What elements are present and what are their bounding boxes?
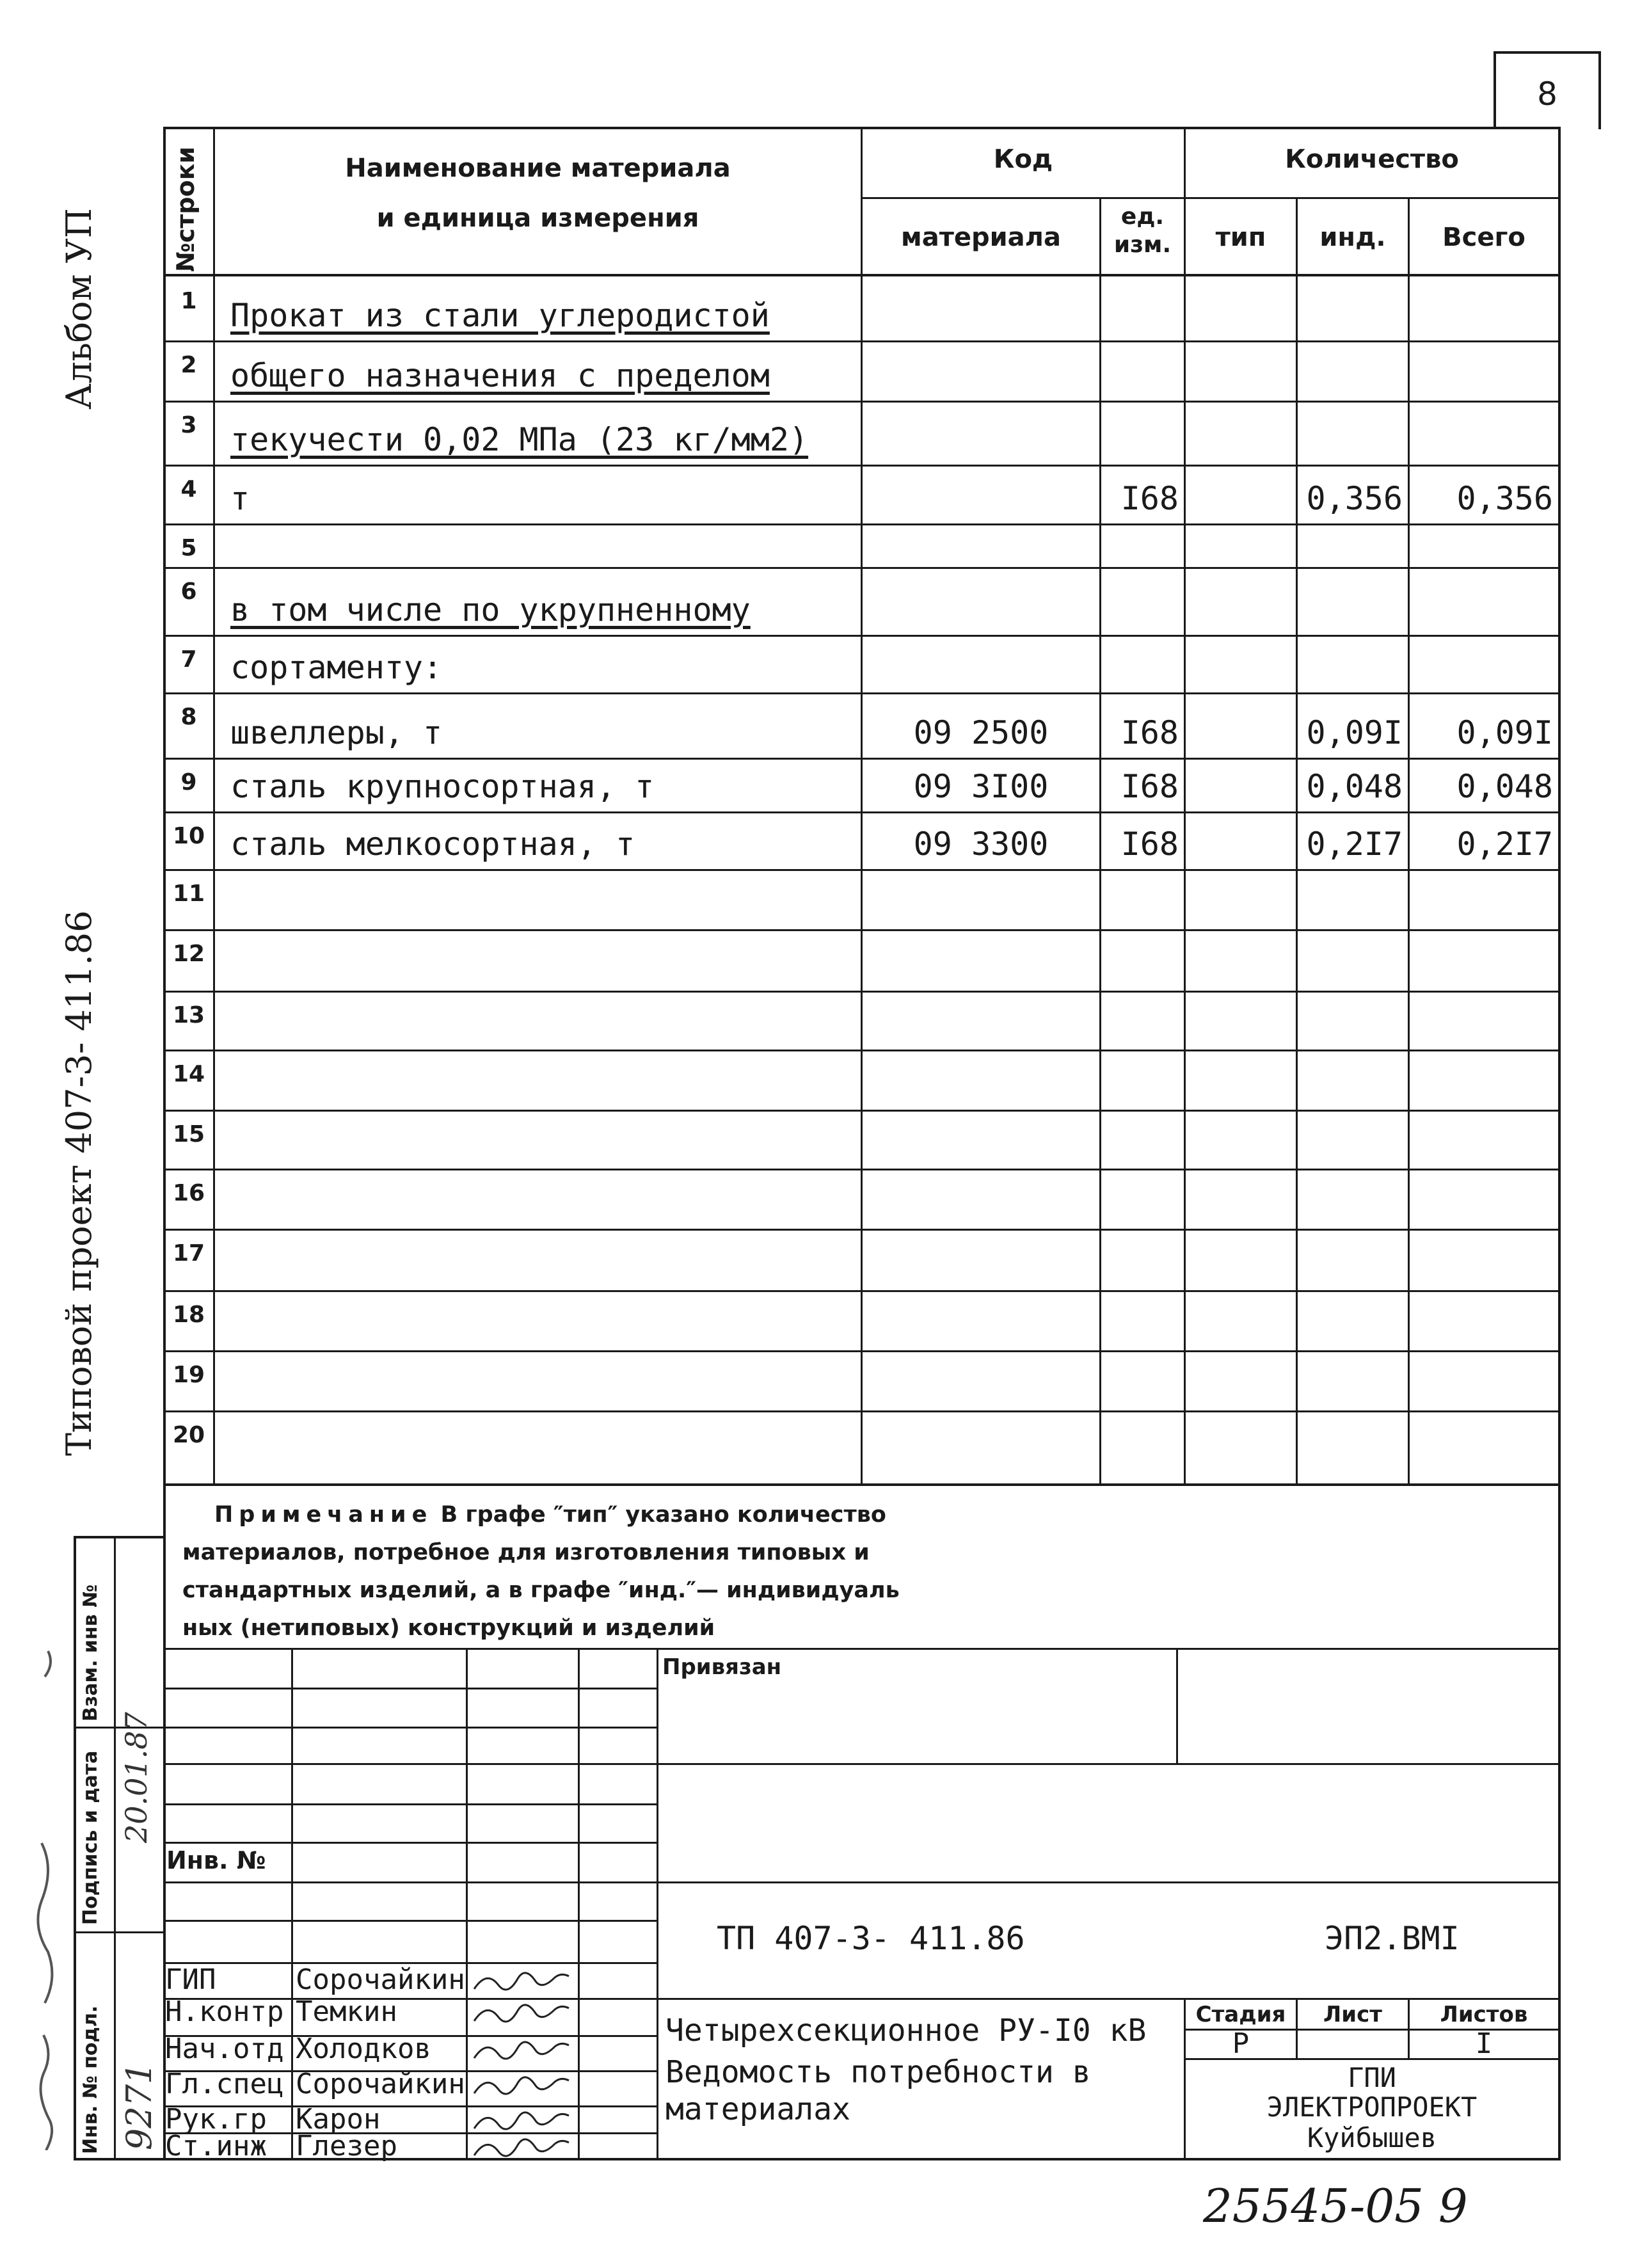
row-divider — [163, 758, 1561, 760]
person-name: Сорочайкин — [296, 1963, 465, 1996]
row-number: 1 — [180, 288, 197, 314]
row-divider — [163, 1169, 1561, 1170]
row-divider — [163, 401, 1561, 403]
header-row-number: №строки — [171, 147, 200, 272]
header-quantity: Количество — [1285, 145, 1459, 174]
inv-no-label: Инв. № — [166, 1846, 266, 1874]
row-divider — [163, 523, 1561, 525]
margin-podpis-label: Подпись и дата — [79, 1750, 102, 1925]
row-number: 2 — [180, 352, 197, 378]
role-label: ГИП — [165, 1963, 216, 1996]
header-mid-line — [861, 197, 1561, 199]
margin-vzam-label: Взам. инв № — [79, 1584, 102, 1721]
row-divider — [163, 340, 1561, 342]
header-name-line2: и единица измерения — [376, 204, 699, 233]
qty-total: 0,048 — [1456, 768, 1553, 805]
unit-code: I68 — [1120, 826, 1179, 863]
header-typ: тип — [1215, 223, 1266, 252]
material-name: текучести 0,02 МПа (23 кг/мм2) — [230, 421, 809, 458]
tb-line-4 — [163, 1763, 1561, 1765]
material-code: 09 2500 — [913, 714, 1049, 751]
row-number: 10 — [173, 823, 205, 849]
qty-ind: 0,356 — [1306, 480, 1403, 517]
table-left-border — [163, 127, 166, 2160]
role-label: Рук.гр — [165, 2103, 267, 2136]
note-word: Примечание — [214, 1502, 433, 1528]
row-divider — [163, 869, 1561, 871]
header-unit-line1: ед. — [1120, 204, 1165, 230]
row-number: 4 — [180, 476, 197, 502]
tb-col-2 — [466, 1648, 468, 2160]
row-divider — [163, 1410, 1561, 1412]
tb-line-2 — [163, 1688, 657, 1689]
tb-line-6 — [163, 1842, 657, 1844]
page-number: 8 — [1537, 76, 1557, 113]
note — [182, 1496, 900, 1647]
material-code: 09 3I00 — [913, 768, 1049, 805]
signature-mark — [470, 2036, 573, 2067]
margin-sep-2 — [74, 1931, 166, 1933]
signature-mark — [470, 1967, 573, 1998]
sheet-label: Лист — [1323, 2002, 1382, 2027]
signature-mark — [470, 2072, 573, 2102]
unit-code: I68 — [1120, 714, 1179, 751]
sheets-value: I — [1475, 2027, 1493, 2060]
unit-code: I68 — [1120, 480, 1179, 517]
tb-col-4 — [657, 1648, 658, 2160]
stage-value: Р — [1232, 2027, 1250, 2060]
row-number: 16 — [173, 1180, 205, 1206]
tb-line-7 — [163, 1881, 1561, 1883]
org-line2: ЭЛЕКТРОПРОЕКТ — [1266, 2091, 1478, 2123]
person-name: Сорочайкин — [296, 2068, 465, 2100]
qty-total: 0,356 — [1456, 480, 1553, 517]
org-line3: Куйбышев — [1307, 2122, 1437, 2153]
row-divider — [163, 692, 1561, 694]
col-line-unit — [1184, 127, 1186, 1485]
unit-code: I68 — [1120, 768, 1179, 805]
sheet-code: ЭП2.ВМI — [1325, 1920, 1460, 1957]
header-code: Код — [993, 145, 1053, 174]
row-number: 5 — [180, 535, 197, 561]
row-number: 19 — [173, 1362, 205, 1388]
row-divider — [163, 811, 1561, 813]
row-number: 3 — [180, 412, 197, 438]
tb-line-8 — [163, 1920, 657, 1922]
signature-mark — [470, 2107, 573, 2137]
material-name: сталь мелкосортная, т — [230, 826, 635, 863]
material-name: сталь крупносортная, т — [230, 768, 655, 805]
tb-col-3 — [578, 1648, 580, 2160]
row-divider — [163, 929, 1561, 931]
col-line-name — [861, 127, 863, 1485]
org-line1: ГПИ — [1348, 2062, 1396, 2093]
row-divider — [163, 1050, 1561, 1051]
title-line3: материалах — [665, 2091, 850, 2127]
material-name: сортаменту: — [230, 649, 443, 686]
qty-ind: 0,09I — [1306, 714, 1403, 751]
row-divider — [163, 991, 1561, 993]
row-number: 7 — [180, 646, 197, 673]
row-number: 17 — [173, 1240, 205, 1266]
margin-handwritten-inv: 9271 — [119, 2062, 159, 2150]
row-number: 14 — [173, 1061, 205, 1087]
note-line3: стандартных изделий, а в графе ″инд.″— индивидуаль — [182, 1577, 900, 1603]
material-name: т — [230, 480, 250, 517]
header-total: Всего — [1442, 223, 1525, 252]
person-name: Темкин — [296, 1995, 397, 2028]
person-name: Холодков — [296, 2032, 431, 2065]
signature-mark — [470, 2134, 573, 2164]
doc-code: ТП 407-3- 411.86 — [717, 1920, 1025, 1957]
row-divider — [163, 635, 1561, 637]
title-line2: Ведомость потребности в — [665, 2054, 1091, 2090]
role-label: Гл.спец — [165, 2068, 284, 2100]
row-number: 20 — [173, 1422, 205, 1448]
row-number: 13 — [173, 1002, 205, 1028]
margin-top-line — [74, 1536, 166, 1538]
handwritten-scribble — [26, 1638, 70, 2150]
table-right-border — [1558, 127, 1561, 2160]
tb-line-5 — [163, 1803, 657, 1805]
row-divider — [163, 567, 1561, 569]
qty-total: 0,2I7 — [1456, 826, 1553, 863]
qty-ind: 0,048 — [1306, 768, 1403, 805]
col-line-rownum — [213, 127, 215, 1485]
person-name: Глезер — [296, 2130, 397, 2162]
margin-handwritten-date: 20.01.87 — [119, 1712, 154, 1843]
tb-line-3 — [163, 1727, 657, 1729]
role-label: Н.контр — [165, 1995, 284, 2028]
row-number: 9 — [180, 769, 197, 795]
material-name: швеллеры, т — [230, 714, 443, 751]
qty-ind: 0,2I7 — [1306, 826, 1403, 863]
row-number: 12 — [173, 941, 205, 967]
row-divider — [163, 1229, 1561, 1231]
note-line4: ных (нетиповых) конструкций и изделий — [182, 1615, 715, 1641]
row-number: 8 — [180, 704, 197, 730]
handwritten-bottom-number: 25545-05 9 — [1203, 2179, 1468, 2233]
row-divider — [163, 465, 1561, 467]
header-ind: инд. — [1319, 223, 1386, 252]
privyazan-label: Привязан — [662, 1654, 782, 1680]
tb-top-line — [163, 1648, 1561, 1650]
table-bottom-line — [163, 1483, 1561, 1486]
margin-bottom-line — [74, 2158, 166, 2160]
header-unit-line2: изм. — [1113, 232, 1172, 258]
material-code: 09 3300 — [913, 826, 1049, 863]
margin-inv-podl-label: Инв. № подл. — [79, 2005, 102, 2154]
person-name: Карон — [296, 2103, 381, 2136]
row-divider — [163, 1110, 1561, 1112]
project-caption: Типовой проект 407-3- 411.86 — [59, 910, 99, 1456]
album-caption: Альбом УП — [59, 208, 99, 410]
row-number: 15 — [173, 1121, 205, 1147]
signature-mark — [470, 1999, 573, 2030]
material-name: общего назначения с пределом — [230, 357, 770, 394]
header-name-line1: Наименование материала — [345, 154, 731, 183]
header-material: материала — [901, 223, 1061, 252]
row-number: 6 — [180, 579, 197, 605]
sheets-label: Листов — [1440, 2002, 1528, 2027]
row-number: 11 — [173, 881, 205, 907]
material-name: в том числе по укрупненному — [230, 591, 751, 628]
tb-col-5 — [1176, 1648, 1178, 1763]
row-divider — [163, 1350, 1561, 1352]
margin-inner-line — [114, 1536, 116, 2160]
material-name: Прокат из стали углеродистой — [230, 297, 770, 334]
qty-total: 0,09I — [1456, 714, 1553, 751]
margin-outer-line — [74, 1536, 76, 2160]
title-line1: Четырехсекционное РУ-I0 кВ — [665, 2013, 1147, 2048]
stage-label: Стадия — [1195, 2002, 1286, 2027]
note-line1: В графе ″тип″ указано количество — [433, 1502, 886, 1528]
note-line2: материалов, потребное для изготовления типовых и — [182, 1540, 870, 1565]
row-number: 18 — [173, 1302, 205, 1328]
role-label: Ст.инж — [165, 2130, 267, 2162]
role-label: Нач.отд — [165, 2032, 284, 2065]
tb-col-1 — [291, 1648, 293, 2160]
row-divider — [163, 1290, 1561, 1292]
